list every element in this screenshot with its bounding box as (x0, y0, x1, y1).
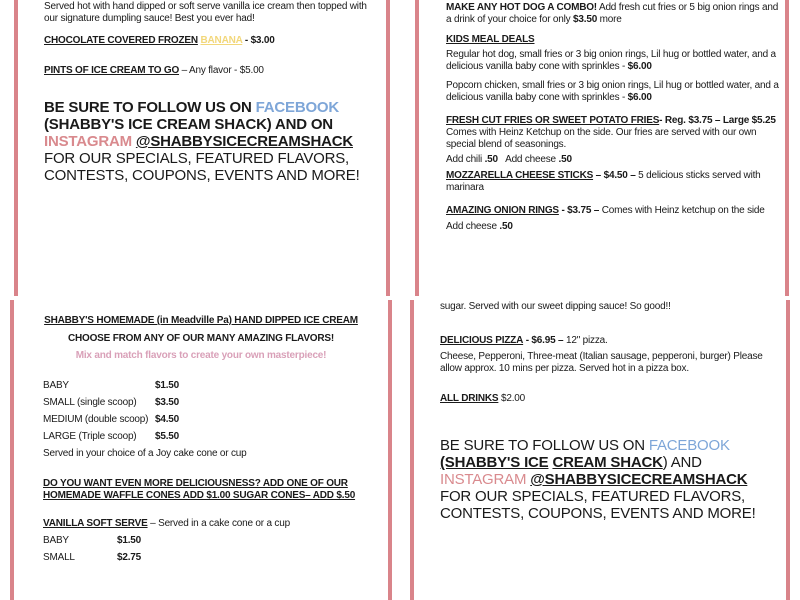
item-name: PINTS OF ICE CREAM TO GO (44, 65, 180, 76)
size-row (43, 535, 384, 547)
size-row (43, 380, 384, 392)
page-border-right (785, 0, 789, 296)
size-row (43, 397, 384, 409)
mozzarella-item: MOZZARELLA CHEESE STICKS – $4.50 – 5 delicious sticks served with marinara (446, 170, 761, 193)
menu-page-top-left (44, 1, 380, 184)
pizza-item: DELICIOUS PIZZA - $6.95 – 12" pizza. (440, 335, 608, 346)
drinks-item: ALL DRINKS $2.00 (440, 393, 525, 404)
menu-page-top-right (446, 2, 780, 233)
chocolate-banana-item (44, 35, 380, 47)
size-list (18, 380, 384, 564)
page-border-right (786, 300, 790, 600)
menu-page-bottom-left (18, 315, 384, 564)
instagram-link[interactable]: INSTAGRAM (440, 471, 527, 488)
intro-text: Served hot with hand dipped or soft serve vanilla ice cream then topped with our signature dumpling sauce! Best you ever had! (44, 1, 367, 24)
item-desc: – Any flavor - $5.00 (181, 65, 264, 76)
fries-addons: Add chili .50 Add cheese .50 (446, 154, 572, 165)
size-label: SMALL (single scoop) (43, 397, 137, 408)
soft-serve-item: VANILLA SOFT SERVE – Served in a cake cone or a cup (43, 518, 290, 529)
size-label: SMALL (43, 552, 75, 563)
combo-item: MAKE ANY HOT DOG A COMBO! Add fresh cut fries or 5 big onion rings and a drink of your choice for only $3.50 more (446, 2, 779, 25)
onion-rings-item: AMAZING ONION RINGS - $3.75 – Comes with Heinz ketchup on the side (446, 205, 765, 216)
size-row (43, 431, 384, 443)
follow-text: BE SURE TO FOLLOW US ON FACEBOOK (SHABBY'S ICE CREAM SHACK) AND ON INSTAGRAM @SHABBYSICECREAMSHACK FOR OUR SPECIALS, FEATURED FLAVORS, CONTESTS, COUPONS, EVENTS AND MORE! (44, 99, 360, 184)
ice-cream-tagline: Mix and match flavors to create your own masterpiece! (75, 350, 327, 361)
served-note: Served in your choice of a Joy cake cone or cup (43, 448, 247, 459)
page-border-right (386, 0, 390, 296)
size-price: $5.50 (155, 431, 180, 442)
facebook-link[interactable]: FACEBOOK (648, 437, 730, 454)
size-label: LARGE (Triple scoop) (43, 431, 137, 442)
size-label: BABY (43, 380, 69, 391)
pints-item (44, 65, 380, 77)
page-border-left (14, 0, 18, 296)
onion-rings-addon: Add cheese .50 (446, 221, 513, 232)
page-border-left (410, 300, 414, 600)
upgrade-note: DO YOU WANT EVEN MORE DELICIOUSNESS? ADD ONE OF OUR HOMEMADE WAFFLE CONES ADD $1.00 SUGAR CONES– ADD $.50 (43, 478, 356, 501)
page-border-right (388, 300, 392, 600)
fries-comes-with: Comes with (446, 127, 497, 138)
fries-item: FRESH CUT FRIES OR SWEET POTATO FRIES- Reg. $3.75 – Large $5.25 Comes with Heinz Ketchup on the side. Our fries are served with our own special blend of seasonings. (446, 115, 776, 150)
item-name: CHOCOLATE COVERED FROZEN (44, 35, 198, 46)
page-border-left (415, 0, 419, 296)
item-price: - $3.00 (244, 35, 275, 46)
instagram-link[interactable]: INSTAGRAM (44, 133, 132, 150)
sugar-line: sugar. Served with our sweet dipping sauce! So good!! (440, 301, 671, 312)
size-price: $1.50 (155, 380, 180, 391)
size-price: $4.50 (155, 414, 180, 425)
kids-meal-2: Popcorn chicken, small fries or 3 big onion rings, Lil hug or bottled water, and a delicious vanilla baby cone with sprinkles - $6.00 (446, 80, 779, 103)
size-price: $1.50 (117, 535, 142, 546)
instagram-handle[interactable]: @SHABBYSICECREAMSHACK (530, 471, 748, 488)
size-price: $2.75 (117, 552, 142, 563)
menu-page-bottom-right (440, 301, 778, 522)
ice-cream-subheader: CHOOSE FROM ANY OF OUR MANY AMAZING FLAVORS! (67, 333, 334, 344)
size-row (43, 414, 384, 426)
ice-cream-header: SHABBY'S HOMEMADE (in Meadville Pa) HAND DIPPED ICE CREAM (44, 315, 358, 326)
pizza-desc: Cheese, Pepperoni, Three-meat (Italian sausage, pepperoni, burger) Please allow approx. 10 mins per pizza. Served hot in a pizza box. (440, 351, 763, 374)
instagram-handle[interactable]: @SHABBYSICECREAMSHACK (135, 133, 353, 150)
facebook-link[interactable]: FACEBOOK (255, 99, 340, 116)
item-highlight: BANANA (200, 35, 243, 46)
page-border-left (10, 300, 14, 600)
kids-meal-title: KIDS MEAL DEALS (446, 34, 535, 45)
size-row (43, 552, 384, 564)
kids-meal-1: Regular hot dog, small fries or 3 big onion rings, Lil hug or bottled water, and a delicious vanilla baby cone with sprinkles - $6.00 (446, 49, 776, 72)
follow-text: BE SURE TO FOLLOW US ON FACEBOOK (SHABBY'S ICE CREAM SHACK) AND INSTAGRAM @SHABBYSICECREAMSHACK FOR OUR SPECIALS, FEATURED FLAVORS, CONTESTS, COUPONS, EVENTS AND MORE! (440, 437, 756, 522)
size-label: BABY (43, 535, 69, 546)
size-price: $3.50 (155, 397, 180, 408)
size-label: MEDIUM (double scoop) (43, 414, 149, 425)
